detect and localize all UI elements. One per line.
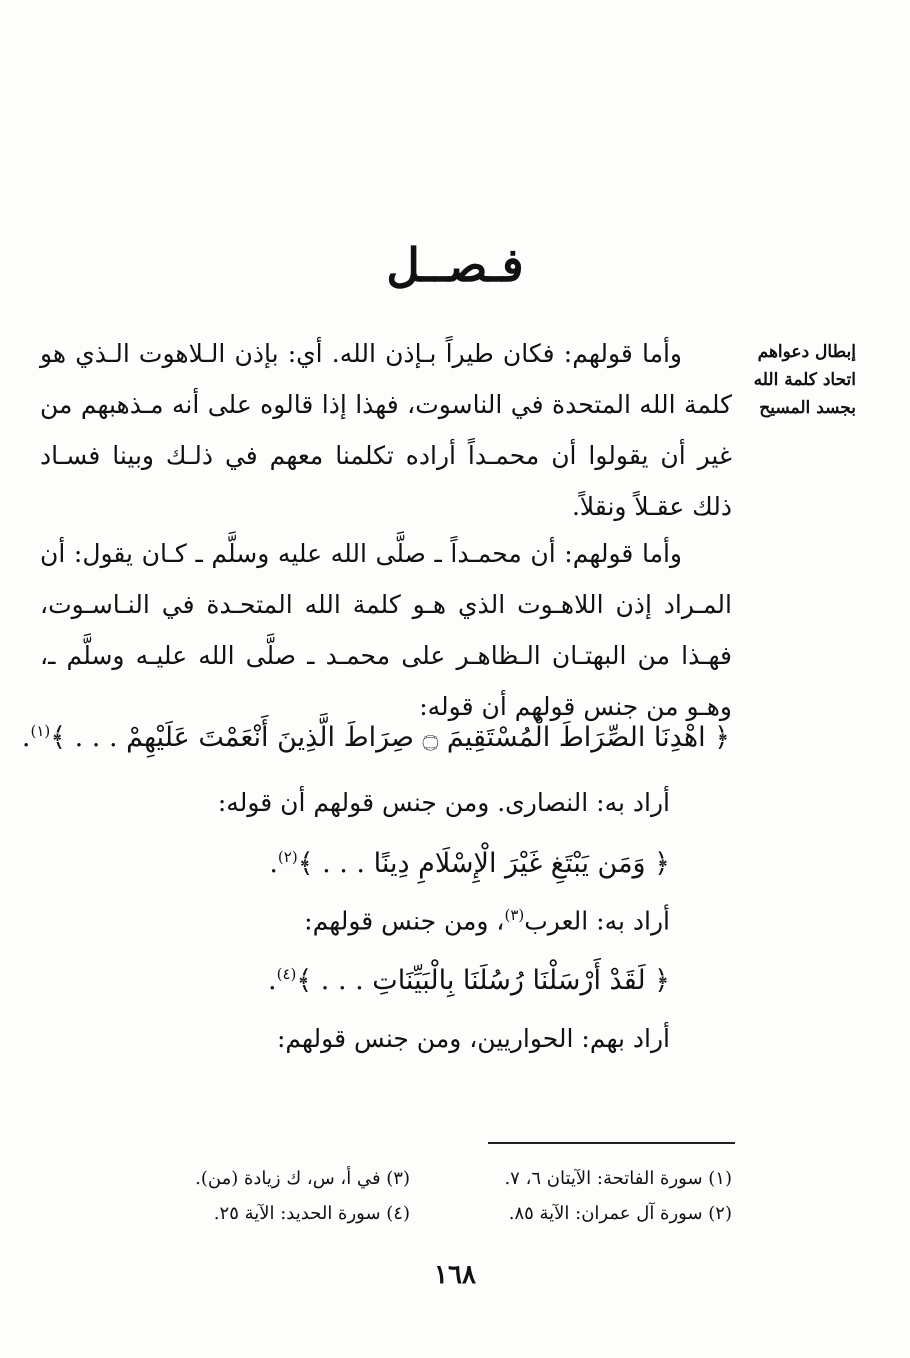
- paragraph-2: [40, 528, 732, 732]
- margin-note-line: إبطال دعواهم: [757, 342, 856, 362]
- footnote-ref: (٤): [276, 965, 297, 983]
- margin-note: [738, 338, 856, 422]
- verse-2-end: .: [269, 848, 278, 879]
- footnote-ref: (٢): [277, 848, 298, 866]
- verse-3-text: ﴿ لَقَدْ أَرْسَلْنَا رُسُلَنَا بِالْبَيِّنَاتِ . . . ﴾: [296, 965, 670, 996]
- line-1: أراد به: النصارى. ومن جنس قولهم أن قوله:: [217, 788, 670, 817]
- footnote-1: (١) سورة الفاتحة: الآيتان ٦، ٧.: [504, 1168, 732, 1189]
- footnote-divider: [488, 1142, 735, 1144]
- verse-2-text: ﴿ وَمَن يَبْتَغِ غَيْرَ الْإِسْلَامِ دِينًا . . . ﴾: [297, 848, 670, 879]
- chapter-title: فـصــل: [386, 238, 524, 292]
- line-2: [304, 906, 670, 935]
- paragraph-2-text: وأما قولهم: أن محمـداً ـ صلَّى الله عليه وسلَّم ـ كـان يقول: أن المـراد إذن اللاهـوت الذي هـو كلمة الله المتحـدة في النـاسـوت، فهـذا من البهتـان الـظاهـر على محمـد ـ صلَّى الله عليـه وسلَّم ـ، وهـو من جنس قولهم أن قوله:: [40, 539, 732, 721]
- verse-3-end: .: [268, 965, 277, 996]
- footnote-2: (٢) سورة آل عمران: الآية ٨٥.: [508, 1203, 732, 1224]
- line-2-before: أراد به: العرب: [524, 906, 670, 936]
- page-number: ١٦٨: [434, 1260, 476, 1290]
- line-2-after: ، ومن جنس قولهم:: [304, 906, 505, 936]
- line-3: أراد بهم: الحواريين، ومن جنس قولهم:: [276, 1024, 670, 1053]
- margin-note-line: اتحاد كلمة الله: [753, 370, 856, 390]
- footnote-4: (٤) سورة الحديد: الآية ٢٥.: [213, 1203, 410, 1224]
- verse-1-text: ﴿ اهْدِنَا الصِّرَاطَ الْمُسْتَقِيمَ ۝ صِرَاطَ الَّذِينَ أَنْعَمْتَ عَلَيْهِمْ . . . ﴾: [50, 722, 730, 753]
- verse-1: [22, 722, 730, 753]
- margin-note-line: بجسد المسيح: [759, 398, 856, 418]
- verse-2: [269, 848, 670, 879]
- footnote-ref: (٣): [504, 906, 525, 924]
- paragraph-1-text: وأما قولهم: فكان طيراً بـإذن الله. أي: بإذن الـلاهوت الـذي هو كلمة الله المتحدة في الناسوت، فهذا إذا قالوه على أنه مـذهبهم من غير أن يقولوا أن محمـداً أراده تكلمنا معهم في ذلـك وبينا فسـاد ذلك عقـلاً ونقلاً.: [40, 339, 732, 521]
- paragraph-1: [40, 328, 732, 532]
- footnote-ref: (١): [30, 722, 51, 740]
- footnote-3: (٣) في أ، س، ك زيادة (من).: [195, 1168, 410, 1189]
- verse-1-end: .: [21, 722, 31, 753]
- verse-3: [268, 965, 670, 996]
